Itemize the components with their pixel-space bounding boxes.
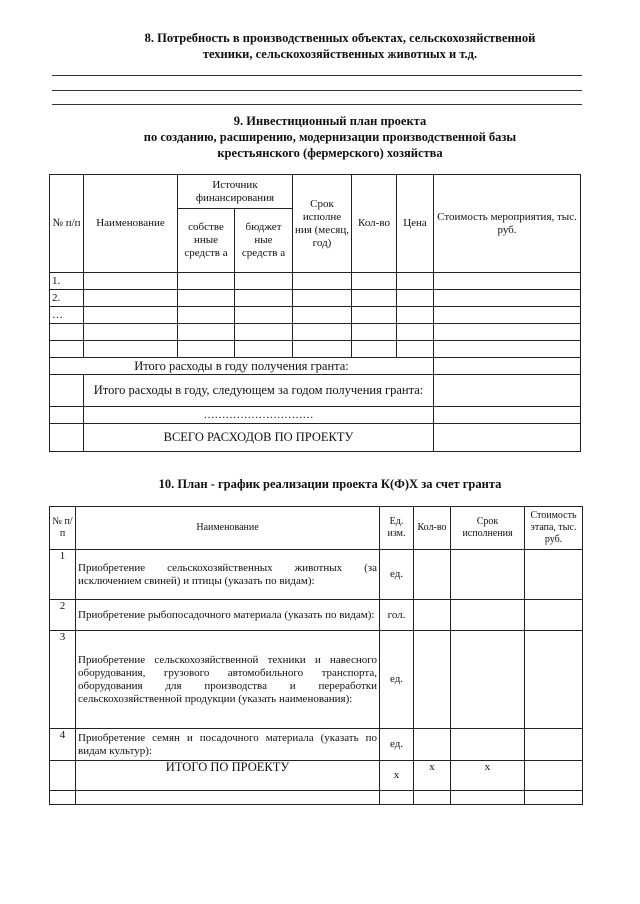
row-unit: гол. (380, 600, 414, 631)
cell[interactable] (451, 791, 525, 805)
cell[interactable] (84, 273, 178, 290)
row-num: … (50, 307, 84, 324)
header-source: Источник финансирования (178, 175, 293, 209)
table-row (50, 631, 583, 729)
cell[interactable] (414, 600, 451, 631)
implementation-schedule-table (49, 506, 583, 805)
cell[interactable] (434, 307, 581, 324)
cell[interactable] (352, 307, 397, 324)
row-num: 2. (50, 290, 84, 307)
section-10-title: 10. План - график реализации проекта К(Ф)Х за счет гранта (158, 477, 502, 491)
cell[interactable] (352, 341, 397, 358)
row-num: 1 (50, 550, 76, 600)
header-budget-funds: бюджет ные средств а (235, 209, 293, 273)
row-num: 2 (50, 600, 76, 631)
total-term-x: х (451, 761, 525, 791)
cell[interactable] (525, 791, 583, 805)
row-name: Приобретение рыбопосадочного материала (указать по видам): (76, 600, 380, 631)
table-row (50, 341, 581, 358)
cell[interactable] (525, 631, 583, 729)
fill-line (52, 75, 582, 76)
cell[interactable] (178, 307, 235, 324)
section-8-title-line2: техники, сельскохозяйственных животных и т.д. (202, 47, 478, 61)
cell[interactable] (293, 290, 352, 307)
row-num: 3 (50, 631, 76, 729)
cell (50, 407, 84, 424)
cell[interactable] (434, 290, 581, 307)
header-qty: Кол-во (352, 175, 397, 273)
cell[interactable] (380, 791, 414, 805)
row-num (50, 341, 84, 358)
total-grant-year-label: Итого расходы в году получения гранта: (50, 358, 434, 375)
cell[interactable] (84, 290, 178, 307)
total-next-year-label: Итого расходы в году, следующем за годом получения гранта: (84, 375, 434, 407)
cell[interactable] (397, 341, 434, 358)
cell[interactable] (525, 729, 583, 761)
table-row (50, 273, 581, 290)
section-9-title-line2: по созданию, расширению, модернизации производственной базы (143, 130, 517, 144)
header-cost: Стоимость мероприятия, тыс. руб. (434, 175, 581, 273)
header-unit: Ед. изм. (380, 507, 414, 550)
cell[interactable] (397, 290, 434, 307)
cell[interactable] (235, 290, 293, 307)
fill-line (52, 104, 582, 105)
cell[interactable] (434, 407, 581, 424)
header-term: Срок исполнения (451, 507, 525, 550)
table-row (50, 791, 583, 805)
cell[interactable] (414, 550, 451, 600)
table-row (50, 307, 581, 324)
total-grant-year-row (50, 358, 581, 375)
row-num: 1. (50, 273, 84, 290)
section-8-title-line1: 8. Потребность в производственных объектах, сельскохозяйственной (144, 31, 536, 45)
cell[interactable] (293, 307, 352, 324)
row-unit: ед. (380, 729, 414, 761)
cell[interactable] (178, 324, 235, 341)
total-row (50, 761, 583, 791)
cell[interactable] (84, 341, 178, 358)
cell[interactable] (178, 273, 235, 290)
cell[interactable] (434, 341, 581, 358)
cell[interactable] (525, 600, 583, 631)
cell[interactable] (525, 550, 583, 600)
cell[interactable] (414, 791, 451, 805)
section-9-title-line3: крестьянского (фермерского) хозяйства (217, 146, 443, 160)
cell[interactable] (178, 341, 235, 358)
cell[interactable] (235, 341, 293, 358)
grand-total-value[interactable] (434, 424, 581, 452)
cell[interactable] (434, 273, 581, 290)
total-cost-value[interactable] (525, 761, 583, 791)
cell[interactable] (451, 550, 525, 600)
row-num: 4 (50, 729, 76, 761)
cell[interactable] (414, 729, 451, 761)
cell[interactable] (451, 631, 525, 729)
cell[interactable] (451, 729, 525, 761)
total-grant-year-value[interactable] (434, 358, 581, 375)
cell[interactable] (451, 600, 525, 631)
cell[interactable] (397, 273, 434, 290)
grand-total-row (50, 424, 581, 452)
row-num (50, 324, 84, 341)
cell[interactable] (84, 307, 178, 324)
cell[interactable] (293, 341, 352, 358)
cell[interactable] (352, 273, 397, 290)
total-next-year-value[interactable] (434, 375, 581, 407)
table-row (50, 324, 581, 341)
row-name: Приобретение сельскохозяйственных животных (за исключением свиней) и птицы (указать по видам): (76, 550, 380, 600)
cell[interactable] (235, 324, 293, 341)
section-9-title (60, 113, 600, 161)
header-name: Наименование (84, 175, 178, 273)
total-label: ИТОГО ПО ПРОЕКТУ (76, 761, 380, 791)
cell[interactable] (293, 273, 352, 290)
row-name: Приобретение сельскохозяйственной техники и навесного оборудования, грузового автомобильного транспорта, оборудования для производства и переработки сельскохозяйственной продукции (указать наименования): (76, 631, 380, 729)
total-unit-x: х (380, 761, 414, 791)
cell[interactable] (76, 791, 380, 805)
header-qty: Кол-во (414, 507, 451, 550)
header-price: Цена (397, 175, 434, 273)
total-next-year-row (50, 375, 581, 407)
cell[interactable] (397, 324, 434, 341)
row-unit: ед. (380, 631, 414, 729)
cell[interactable] (84, 324, 178, 341)
cell[interactable] (352, 324, 397, 341)
cell[interactable] (352, 290, 397, 307)
header-own-funds: собстве нные средств а (178, 209, 235, 273)
header-name: Наименование (76, 507, 380, 550)
cell[interactable] (178, 290, 235, 307)
table-row (50, 290, 581, 307)
cell (50, 375, 84, 407)
table-row (50, 729, 583, 761)
header-num: № п/п (50, 507, 76, 550)
grand-total-label: ВСЕГО РАСХОДОВ ПО ПРОЕКТУ (84, 424, 434, 452)
cell[interactable] (235, 273, 293, 290)
investment-plan-table (49, 174, 581, 452)
total-qty-x: х (414, 761, 451, 791)
cell (50, 761, 76, 791)
cell (50, 791, 76, 805)
cell[interactable] (397, 307, 434, 324)
dots-row (50, 407, 581, 424)
dots-placeholder: ………………………… (84, 407, 434, 424)
table-row (50, 600, 583, 631)
cell[interactable] (434, 324, 581, 341)
cell[interactable] (235, 307, 293, 324)
section-8-title (60, 30, 620, 62)
fill-line (52, 90, 582, 91)
header-cost: Стоимость этапа, тыс. руб. (525, 507, 583, 550)
row-name: Приобретение семян и посадочного материала (указать по видам культур): (76, 729, 380, 761)
section-9-title-line1: 9. Инвестиционный план проекта (233, 114, 427, 128)
header-num: № п/п (50, 175, 84, 273)
cell[interactable] (293, 324, 352, 341)
cell (50, 424, 84, 452)
row-unit: ед. (380, 550, 414, 600)
table-row (50, 550, 583, 600)
cell[interactable] (414, 631, 451, 729)
header-term: Срок исполне ния (месяц, год) (293, 175, 352, 273)
